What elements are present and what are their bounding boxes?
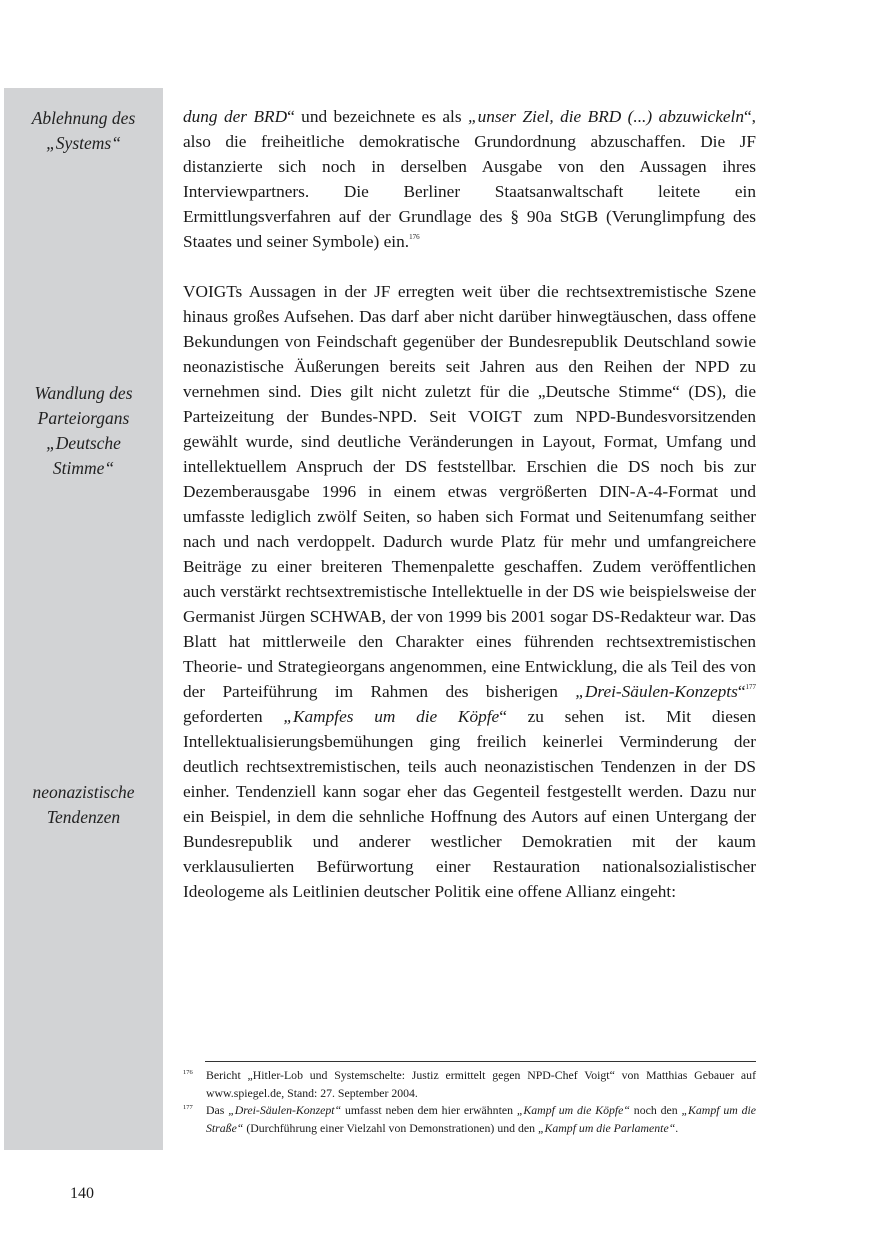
italic-quote: „unser Ziel, die BRD (...) abzuwickeln [468, 107, 745, 126]
side-note-line: Ablehnung des [31, 108, 136, 128]
side-note-line: Parteiorgans [37, 408, 130, 428]
footnote-number: 177 [183, 1104, 193, 1111]
paragraph-2 [183, 279, 756, 904]
text-run: (Durchführung einer Vielzahl von Demonstrationen) und den [243, 1120, 538, 1135]
text-run: Bericht „Hitler-Lob und Systemschelte: Justiz ermittelt gegen NPD-Chef Voigt“ von Matthias Gebauer auf www.spiegel.de, Stand: 27. September 2004. [206, 1068, 756, 1100]
paragraph-1 [183, 104, 756, 254]
text-run: “ und bezeichnete es als [287, 107, 468, 126]
text-run: geforderten [183, 707, 284, 726]
text-run: umfasst neben dem hier erwähnten [341, 1103, 517, 1117]
text-run: “, also die freiheitliche demokratische Grundordnung abzuschaffen. Die JF distanzierte sich noch in derselben Ausgabe von den Aussagen ihres Interviewpartners. Die Berliner Staatsanwaltschaft leitete ein Ermittlungsverfahren auf der Grundlage des § 90a StGB (Verunglimpfung des Staates und seiner Symbole) ein. [183, 107, 757, 251]
italic-quote: „Drei-Säulen-Konzepts [575, 682, 738, 701]
side-note-neonazistisch [4, 780, 163, 830]
italic-quote: „Kampf um die Parlamente“ [537, 1120, 676, 1135]
italic-quote: „Kampf um die Köpfe“ [516, 1103, 630, 1117]
side-note-wandlung [4, 381, 163, 481]
italic-quote: dung der BRD [183, 107, 288, 126]
side-note-line: Wandlung des [34, 383, 133, 403]
main-text [183, 104, 756, 904]
text-run: “ zu sehen ist. Mit diesen Intellektualisierungsbemühungen ging freilich keinerlei Verminderung der deutlich rechtsextremistischen, teils auch neonazistischen Tendenzen in der DS einher. Tendenziell kann sogar eher das Gegenteil festgestellt werden. Dazu nur ein Beispiel, in dem die sehnliche Hoffnung des Autors auf einen Untergang der Bundesrepublik und anderer westlicher Demokratien mit der kaum verklausulierten Befürwortung einer Restauration nationalsozialistischer Ideologeme als Leitlinien deutscher Politik eine offene Allianz eingeht: [183, 707, 756, 901]
side-note-line: Tendenzen [46, 807, 121, 827]
italic-quote: „Drei-Säulen-Konzept“ [228, 1103, 342, 1117]
footnote-ref[interactable]: 177 [745, 683, 756, 691]
italic-quote: „Kampf um die Straße“ [206, 1103, 757, 1135]
footnote-177 [183, 1102, 756, 1137]
footnote-text [206, 1067, 756, 1102]
text-run: Das [206, 1103, 229, 1117]
side-note-line: neonazistische [32, 782, 135, 802]
footnote-number: 176 [183, 1069, 193, 1076]
page-number: 140 [70, 1185, 94, 1202]
margin-sidebar [4, 88, 163, 1150]
footnote-text [206, 1102, 756, 1137]
text-run: noch den [629, 1103, 682, 1117]
side-note-line: Stimme“ [52, 458, 115, 478]
side-note-ablehnung [4, 106, 163, 156]
text-run: VOIGTs Aussagen in der JF erregten weit über die rechtsextremistische Szene hinaus großes Aufsehen. Das darf aber nicht darüber hinwegtäuschen, dass offene Bekundungen von Feindschaft gegenüber der Bundesrepublik Deutschland sowie neonazistische Äußerungen bereits seit Jahren aus den Reihen der NPD zu vernehmen sind. Dies gilt nicht zuletzt für die „Deutsche Stimme“ (DS), die Parteizeitung der Bundes-NPD. Seit VOIGT zum NPD-Bundesvorsitzenden gewählt wurde, sind deutliche Veränderungen in Layout, Format, Umfang und intellektuellem Anspruch der DS feststellbar. Erschien die DS noch bis zur Dezemberausgabe 1996 in einem etwas vergrößerten DIN-A-4-Format und umfasste lediglich zwölf Seiten, so haben sich Format und Seitenumfang seither nach und nach verdoppelt. Dadurch wurde Platz für mehr und umfangreichere Beiträge zu einer breiteren Themenpalette geschaffen. Zudem veröffentlichen auch verstärkt rechtsextremistische Intellektuelle in der DS wie beispielsweise der Germanist Jürgen SCHWAB, der von 1999 bis 2001 sogar DS-Redakteur war. Das Blatt hat mittlerweile den Charakter eines führenden rechtsextremistischen Theorie- und Strategieorgans angenommen, eine Entwicklung, die als Teil des von der Parteiführung im Rahmen des bisherigen [183, 282, 756, 701]
italic-quote: „Kampfes um die Köpfe [283, 707, 500, 726]
footnote-rule [205, 1061, 756, 1062]
footnote-176 [183, 1067, 756, 1102]
text-run: . [675, 1120, 679, 1135]
side-note-line: „Deutsche [46, 433, 121, 453]
footnote-ref[interactable]: 176 [409, 233, 420, 241]
side-note-line: „Systems“ [46, 133, 121, 153]
text-run: “ [737, 682, 746, 701]
